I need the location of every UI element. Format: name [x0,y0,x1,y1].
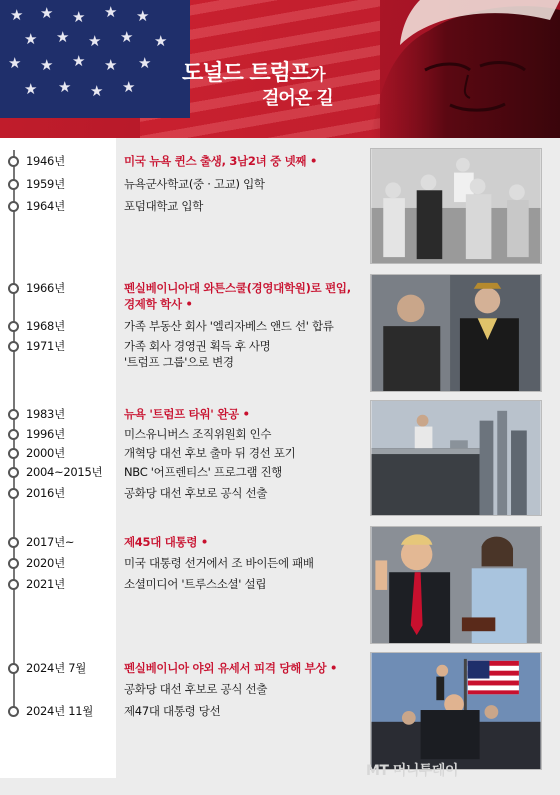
header-subtitle: 걸어온 길 [262,88,333,109]
timeline-dot [8,201,19,212]
timeline-dot [8,179,19,190]
timeline-dot [8,156,19,167]
timeline-dot [8,467,19,478]
us-flag-canton: ★ ★ ★ ★ ★ ★ ★ ★ ★ ★ ★ ★ ★ ★ ★ ★ ★ ★ ★ [0,0,190,118]
timeline-dot [8,558,19,569]
publisher-logo: MT 머니투데이 [366,763,458,779]
timeline-dot [8,321,19,332]
timeline-dot [8,429,19,440]
header-banner [0,0,560,138]
timeline-dot [8,283,19,294]
rally-shooting-photo [370,652,542,770]
timeline-dot [8,537,19,548]
timeline-dot [8,488,19,499]
timeline-dot [8,409,19,420]
trump-portrait-illustration [330,0,560,138]
header-title: 도널드 트럼프가 [182,61,325,86]
timeline-dot [8,579,19,590]
timeline-dot [8,341,19,352]
trump-tower-photo [370,400,542,516]
timeline-dot [8,448,19,459]
graduation-photo [370,274,542,392]
inauguration-photo [370,526,542,644]
timeline-dot [8,706,19,717]
family-photo-1950s [370,148,542,264]
timeline-dot [8,663,19,674]
